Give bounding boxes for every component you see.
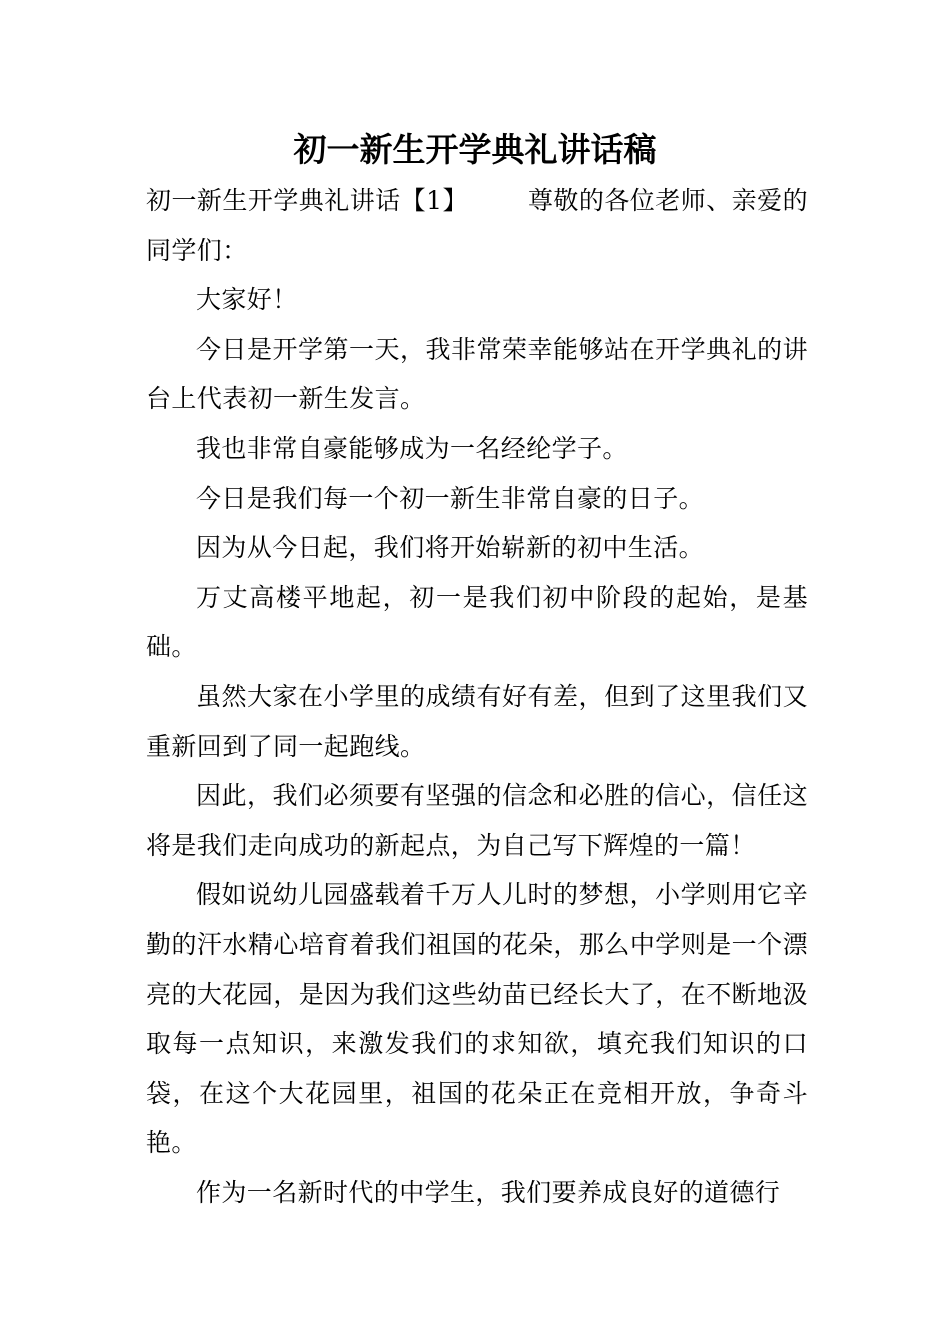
salutation: 尊敬的各位老师、亲爱的同学们： — [146, 186, 808, 265]
paragraph: 作为一名新时代的中学生，我们要养成良好的道德行 — [196, 1177, 781, 1207]
speech-heading: 初一新生开学典礼讲话【1】 — [146, 186, 468, 215]
paragraph: 今日是开学第一天，我非常荣幸能够站在开学典礼的讲台上代表初一新生发言。 — [146, 334, 808, 414]
document-body — [146, 176, 808, 1217]
paragraph: 我也非常自豪能够成为一名经纶学子。 — [196, 433, 628, 463]
paragraph: 假如说幼儿园盛载着千万人儿时的梦想，小学则用它辛勤的汗水精心培育着我们祖国的花朵，那么中学则是一个漂亮的大花园，是因为我们这些幼苗已经长大了，在不断地汲取每一点知识，来激发我们的求知欲，填充我们知识的口袋，在这个大花园里，祖国的花朵正在竞相开放，争奇斗艳。 — [146, 880, 808, 1158]
opening-paragraph — [146, 176, 808, 275]
paragraph: 因为从今日起，我们将开始崭新的初中生活。 — [196, 533, 705, 563]
paragraph: 大家好！ — [196, 285, 298, 315]
paragraph: 虽然大家在小学里的成绩有好有差，但到了这里我们又重新回到了同一起跑线。 — [146, 681, 808, 761]
paragraph: 因此，我们必须要有坚强的信念和必胜的信心，信任这将是我们走向成功的新起点，为自己写下辉煌的一篇！ — [146, 781, 808, 860]
paragraph: 今日是我们每一个初一新生非常自豪的日子。 — [196, 483, 705, 513]
document-title: 初一新生开学典礼讲话稿 — [293, 130, 657, 169]
paragraph: 万丈高楼平地起，初一是我们初中阶段的起始，是基础。 — [146, 582, 808, 662]
